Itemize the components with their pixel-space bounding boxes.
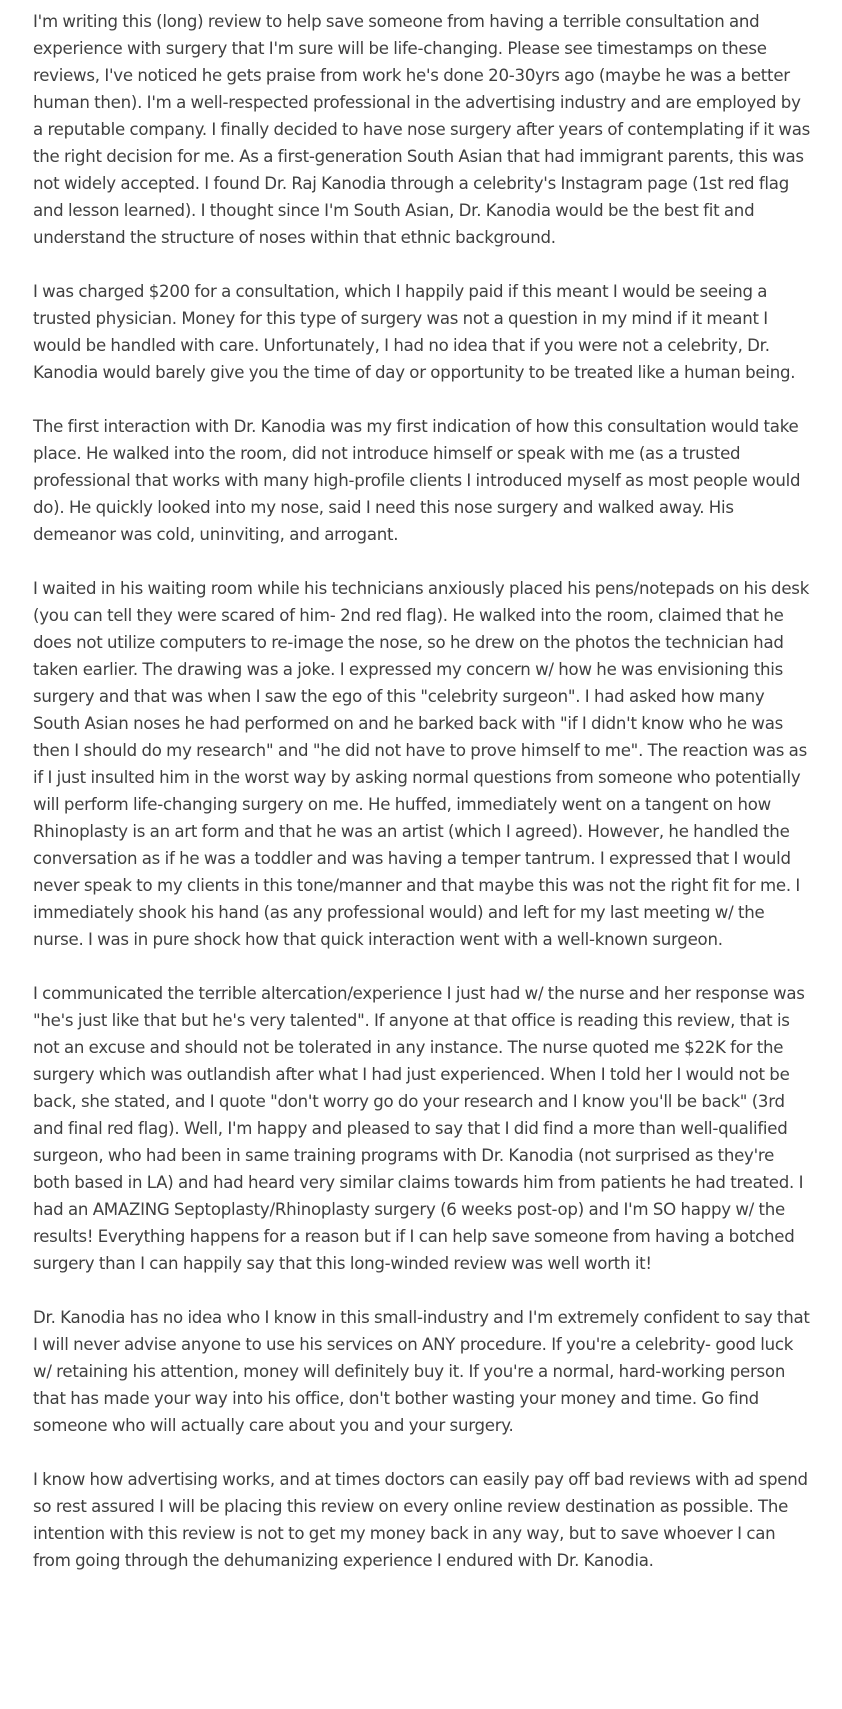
- review-text: [33, 8, 810, 1574]
- review-paragraph: Dr. Kanodia has no idea who I know in this small-industry and I'm extremely confident to say that I will never advise anyone to use his services on ANY procedure. If you're a celebrity- good luck w/ retaining his attention, money will definitely buy it. If you're a normal, hard-working person that has made your way into his office, don't bother wasting your money and time. Go find someone who will actually care about you and your surgery.: [33, 1308, 810, 1435]
- review-paragraph: I communicated the terrible altercation/experience I just had w/ the nurse and her response was "he's just like that but he's very talented". If anyone at that office is reading this review, that is not an excuse and should not be tolerated in any instance. The nurse quoted me $22K for the surgery which was outlandish after what I had just experienced. When I told her I would not be back, she stated, and I quote "don't worry go do your research and I know you'll be back" (3rd and final red flag). Well, I'm happy and pleased to say that I did find a more than well-qualified surgeon, who had been in same training programs with Dr. Kanodia (not surprised as they're both based in LA) and had heard very similar claims towards him from patients he had treated. I had an AMAZING Septoplasty/Rhinoplasty surgery (6 weeks post-op) and I'm SO happy w/ the results! Everything happens for a reason but if I can help save someone from having a botched surgery than I can happily say that this long-winded review was well worth it!: [33, 984, 805, 1273]
- review-paragraph: The first interaction with Dr. Kanodia was my first indication of how this consultation would take place. He walked into the room, did not introduce himself or speak with me (as a trusted professional that works with many high-profile clients I introduced myself as most people would do). He quickly looked into my nose, said I need this nose surgery and walked away. His demeanor was cold, uninviting, and arrogant.: [33, 417, 801, 544]
- review-paragraph: I waited in his waiting room while his technicians anxiously placed his pens/notepads on his desk (you can tell they were scared of him- 2nd red flag). He walked into the room, claimed that he does not utilize computers to re-image the nose, so he drew on the photos the technician had taken earlier. The drawing was a joke. I expressed my concern w/ how he was envisioning this surgery and that was when I saw the ego of this "celebrity surgeon". I had asked how many South Asian noses he had performed on and he barked back with "if I didn't know who he was then I should do my research" and "he did not have to prove himself to me". The reaction was as if I just insulted him in the worst way by asking normal questions from someone who potentially will perform life-changing surgery on me. He huffed, immediately went on a tangent on how Rhinoplasty is an art form and that he was an artist (which I agreed). However, he handled the conversation as if he was a toddler and was having a temper tantrum. I expressed that I would never speak to my clients in this tone/manner and that maybe this was not the right fit for me. I immediately shook his hand (as any professional would) and left for my last meeting w/ the nurse. I was in pure shock how that quick interaction went with a well-known surgeon.: [33, 579, 810, 949]
- review-paragraph: I know how advertising works, and at times doctors can easily pay off bad reviews with ad spend so rest assured I will be placing this review on every online review destination as possible. The intention with this review is not to get my money back in any way, but to save whoever I can from going through the dehumanizing experience I endured with Dr. Kanodia.: [33, 1470, 808, 1570]
- review-paragraph: I'm writing this (long) review to help save someone from having a terrible consultation and experience with surgery that I'm sure will be life-changing. Please see timestamps on these reviews, I've noticed he gets praise from work he's done 20-30yrs ago (maybe he was a better human then). I'm a well-respected professional in the advertising industry and are employed by a reputable company. I finally decided to have nose surgery after years of contemplating if it was the right decision for me. As a first-generation South Asian that had immigrant parents, this was not widely accepted. I found Dr. Raj Kanodia through a celebrity's Instagram page (1st red flag and lesson learned). I thought since I'm South Asian, Dr. Kanodia would be the best fit and understand the structure of noses within that ethnic background.: [33, 12, 811, 247]
- review-paragraph: I was charged $200 for a consultation, which I happily paid if this meant I would be seeing a trusted physician. Money for this type of surgery was not a question in my mind if it meant I would be handled with care. Unfortunately, I had no idea that if you were not a celebrity, Dr. Kanodia would barely give you the time of day or opportunity to be treated like a human being.: [33, 282, 796, 382]
